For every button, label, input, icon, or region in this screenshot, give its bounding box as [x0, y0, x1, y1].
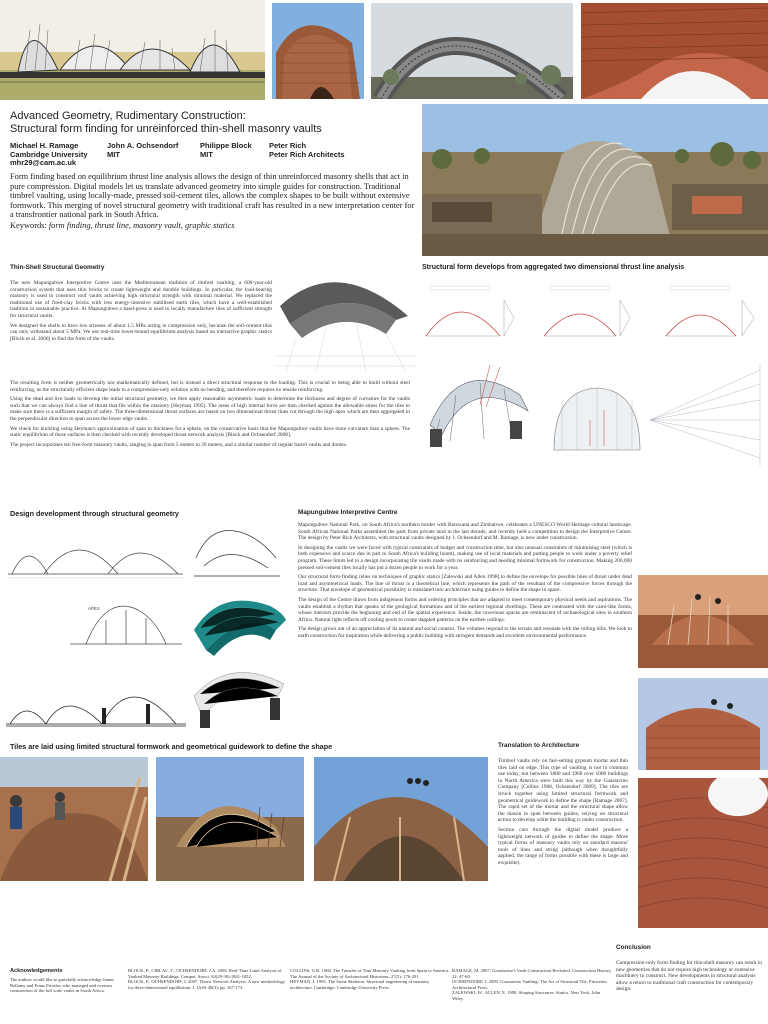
arch-workers-photo: [314, 757, 488, 881]
references-col-1: [128, 968, 288, 990]
teal-vault-model: [190, 590, 290, 656]
mapungubwe-paragraph: Mapungubwe National Park, on South Africa's northern border with Botswana and Zimbabwe, celebrates a UNESCO World Heritage cultural landscape. South African National Parks assembled the park from private land in the last decade, and recently held a competition to design the Interpretive Centre. The design by Peter Rich Architects, with structural vaults designed by J. Ochsendorf and M. Ramage, is now under construction.: [298, 522, 632, 542]
reference-item: BLOCK, P., CIBLAC, T., OCHSENDORF, J.A. 2006. Real-Time Limit Analysis of Vaulted Masonry Buildings. Comput. Struct. 84(29-30):1841-1852.: [128, 968, 282, 979]
keywords-label: Keywords:: [10, 220, 47, 230]
title-line-1: Advanced Geometry, Rudimentary Construction:: [10, 110, 246, 122]
vault-formwork-photo: [156, 757, 304, 881]
keywords-text: form finding, thrust line, masonry vault, graphic statics: [48, 220, 235, 230]
references-col-2: [290, 968, 450, 990]
thin-shell-text-wide: [10, 380, 410, 451]
reference-item: HEYMAN, J. 1995. The Stone Skeleton: Structural engineering of masonry architecture. Cambridge, Cambridge University Press.: [290, 979, 430, 990]
translation-paragraph: Timbrel vaults rely on fast-setting gypsum mortar and thin tiles laid on edge. This type of vaulting is not in common use today, but between 1880 and 1960 over 1000 buildings in North America were built this way by the Guastavino Company [Collins 1968, Ochsendorf 2009]. The tiles are struck together using limited structural formwork and geometrical guidework to define the shape [Ramage 2007]. The rapid set of the mortar and the structural shape allow the mason to span between guides, relying on structural action to develop while the building is under construction.: [498, 758, 628, 824]
reference-item: RAMAGE, M. 2007. Guastavino's Vault Construction Revisited. Construction History, 22: 47-60.: [452, 968, 612, 979]
author-4: [269, 142, 419, 159]
abstract-text: Form finding based on equilibrium thrust line analysis allows the design of thin unreinforced masonry shells that act in pure compression. Digital models let us translate advanced geometry into simple guides for construction. Traditional timbrel vaulting, using locally-made, pressed soil-cement tiles, allows the complex shapes to be built without extensive formwork. This merging of novel structural geometry with traditional craft has resulted in a new interpretation center for a transfrontier national park in South Africa.: [10, 172, 415, 220]
author-block: [10, 142, 420, 172]
conclusion-text: Compression-only form-finding for thin-shell masonry can result in new geometries that do not require high technology or extensive machinery to construct. New developments in structural analysis allow a return to traditional craft construction for contemporary design.: [616, 960, 762, 993]
mapungubwe-paragraph: Our structural form-finding relies on techniques of graphic statics [Zalewski and Allen 1998] to define the envelope for possible lines of thrust under dead load and asymmetrical loads. The line of thrust is a theoretical line, which represents the path of the resultant of the compressive forces through the structure. That envelope of geometrical possibility is translated into architecture using guides to define the shape in space.: [298, 574, 632, 594]
abstract: [10, 172, 418, 231]
vault-section-render: [552, 380, 642, 460]
sketch-vaults-image: [0, 0, 265, 100]
author-1-affiliation: Cambridge University: [10, 149, 88, 159]
thrust-polygon-diagram: [640, 360, 768, 470]
stone-cairn-photo: [272, 3, 364, 99]
thin-shell-paragraph: Using the dead and live loads to develop the initial structural geometry, we then apply reasonable asymmetric loads to determine the thickness and degree of curvature for the vaults such that we can always find a line of thrust that fits within the masonry [Heyman 1995]. The areas of high internal force are then checked against the allowable stress for the tiles to make sure there is a sufficient margin of safety. The three-dimensional thrust surfaces are based on two dimensional thrust lines cut through the high apex which are then aggregated in the perpendicular direction to span across the lower edge vaults.: [10, 396, 410, 422]
brick-interior-photo: [638, 778, 768, 928]
references-col-3: [452, 968, 612, 1002]
author-2-affiliation: MIT: [107, 149, 120, 159]
author-1: [10, 142, 105, 168]
mapungubwe-paragraph: The design grows out of an appreciation of its natural and social context. The volumes respond to the terrain and resonate with the rolling hills. We look to earth construction for inspiration while delivering a public building with stringent demands and excellent environmental performance.: [298, 626, 632, 639]
design-sketch-elevation: [8, 522, 183, 582]
dome-construction-photo: [638, 678, 768, 770]
shell-model-render: [276, 264, 416, 374]
author-4-affiliation: Peter Rich Architects: [269, 149, 345, 159]
title-line-2: Structural form finding for unreinforced thin-shell masonry vaults: [10, 123, 322, 135]
vault-wireframe-render: [420, 355, 540, 450]
thrust-heading: Structural form develops from aggregated two dimensional thrust line analysis: [422, 264, 685, 271]
translation-heading: Translation to Architecture: [498, 742, 580, 749]
site-aerial-photo: [422, 104, 768, 256]
workers-on-vault-photo: [638, 575, 768, 668]
author-3: [200, 142, 268, 159]
design-sketch-plan: [190, 518, 285, 582]
grey-vault-model: [190, 660, 290, 730]
acknowledgements-heading: Acknowledgements: [10, 968, 63, 974]
thin-shell-paragraph: We designed the shells to have low stresses of about 1.5 MPa acting in compression only, because the soil-cement tiles can only withstand about 5 MPa. We use real-time lower-bound equilibrium analysis based on interactive graphic statics [Block et al. 2006] to find the form of the vaults.: [10, 322, 272, 342]
brick-arch-photo: [371, 3, 573, 99]
design-sketch-section: [66, 590, 186, 650]
mapungubwe-text: [298, 522, 632, 643]
vault-construction-photo: [581, 3, 768, 99]
mapungubwe-paragraph: The design of the Centre draws from indigenous forms and ordering principles that are adapted to meet contemporary physical needs and aspirations. The vaults establish a rhythm that speaks of the geological formations and of the earliest regional dwellings. These are contrasted with the cairn-like forms, whose interiors provide the beginning and end of the spatial experience. Inside, the cavernous spaces are reminiscent of archaeological sites in southern Africa. Natural light reflects off cooling pools to create dappled patterns on the earthen ceilings.: [298, 596, 632, 623]
thin-shell-text: [10, 280, 272, 345]
mapungubwe-heading: Mapungubwe Interpretive Centre: [298, 509, 398, 516]
author-1-email[interactable]: mhr29@cam.ac.uk: [10, 158, 77, 168]
reference-item: OCHSENDORF, J. 2009. Guastavino Vaulting: The Art of Structural Tile. Princeton Architectural Press.: [452, 979, 607, 990]
mapungubwe-paragraph: In designing the vaults we were faced with typical constraints of budget and construction time, but also unusual constraints of minimising steel (which is both expensive and scarce due in part to South Africa's building boom), making use of local materials and putting people to work under a poverty relief program. These limits led to a design incorporating tile vaults made with no reinforcing and needing minimal formwork for construction. Making 200,000 pressed soil-cement tiles locally has put a dozen people to work for a year.: [298, 544, 632, 571]
section-drawing: [6, 668, 186, 730]
apex-label: APEX: [88, 606, 100, 611]
translation-text: [498, 758, 628, 870]
author-2: [107, 142, 199, 159]
author-2-name: John A. Ochsendorf: [107, 141, 179, 150]
tile-laying-photo: [0, 757, 148, 881]
thin-shell-paragraph: The project incorporates ten free-form masonry vaults, ranging in span from 5 meters to 20 meters, and a similar number of regular barrel vaults and domes.: [10, 441, 348, 448]
acknowledgements-text: The authors would like to gratefully acknowledge James Bellamy and Franz Prinsloo who managed and oversaw construction of the full scale vaults in South Africa.: [10, 977, 114, 994]
page-title: [10, 110, 420, 136]
conclusion-heading: Conclusion: [616, 944, 651, 951]
thin-shell-heading: Thin-Shell Structural Geometry: [10, 264, 105, 271]
translation-paragraph: Section cuts through the digital model produce a lightweight network of guides to define the shape. More typical forms of masonry vaults rely on standard masons' tools of lines and string (although when thoughtfully applied, the range of forms possible with these is large and exquisite).: [498, 826, 628, 866]
reference-item: COLLINS, G.R. 1968. The Transfer of Thin Masonry Vaulting from Spain to America. The Journal of the Society of Architectural Historians, 27(3): 176-201.: [290, 968, 450, 979]
thrust-line-diagrams: [420, 278, 768, 348]
author-4-name: Peter Rich: [269, 141, 307, 150]
thin-shell-paragraph: The resulting form is neither geometrically nor mathematically defined, but is instead a direct structural response to the loading. This is crucial to being able to build without steel reinforcing, as the structurally efficient shape leads to a compression-only solution with no bending, and therefore requires no tensile reinforcing.: [10, 380, 410, 393]
author-3-name: Philippe Block: [200, 141, 252, 150]
reference-item: ZALEWSKI, W., ALLEN, E. 1998. Shaping Structures: Statics. New York, John Wiley.: [452, 990, 601, 1001]
author-1-name: Michael H. Ramage: [10, 141, 79, 150]
thin-shell-paragraph: The new Mapungubwe Interpretive Centre uses the Mediterranean tradition of timbrel vaulting, a 600-year-old construction system that uses thin bricks to create lightweight and durable buildings. In particular, the load-bearing masonry is used to construct roof vaults achieving high structural strength with minimal material. We replaced the traditional use of fired-clay bricks with less energy-intensive stabilised earth tiles, which have a well-established tradition in sustainable practice. At Mapungubwe a hand-press is used to locally manufacture tiles of sufficient strength for structural vaults.: [10, 280, 272, 319]
tiles-heading: Tiles are laid using limited structural formwork and geometrical guidework to define the shape: [10, 742, 333, 751]
design-dev-heading: Design development through structural geometry: [10, 509, 179, 518]
reference-item: BLOCK, P., OCHSENDORF, J. 2007. Thrust Network Analysis: A new methodology for three-dimensional equilibrium. J. IASS 48(3): pp. 167-173.: [128, 979, 286, 990]
author-3-affiliation: MIT: [200, 149, 213, 159]
thin-shell-paragraph: We check for buckling using Heyman's approximation of span to thickness for a sphere, on the conservative basis that the Mapungubwe vaults have more curvature than a sphere. The static equilibrium of these surfaces is then checked with recently developed thrust network analysis [Block and Ochsendorf 2008].: [10, 425, 410, 439]
